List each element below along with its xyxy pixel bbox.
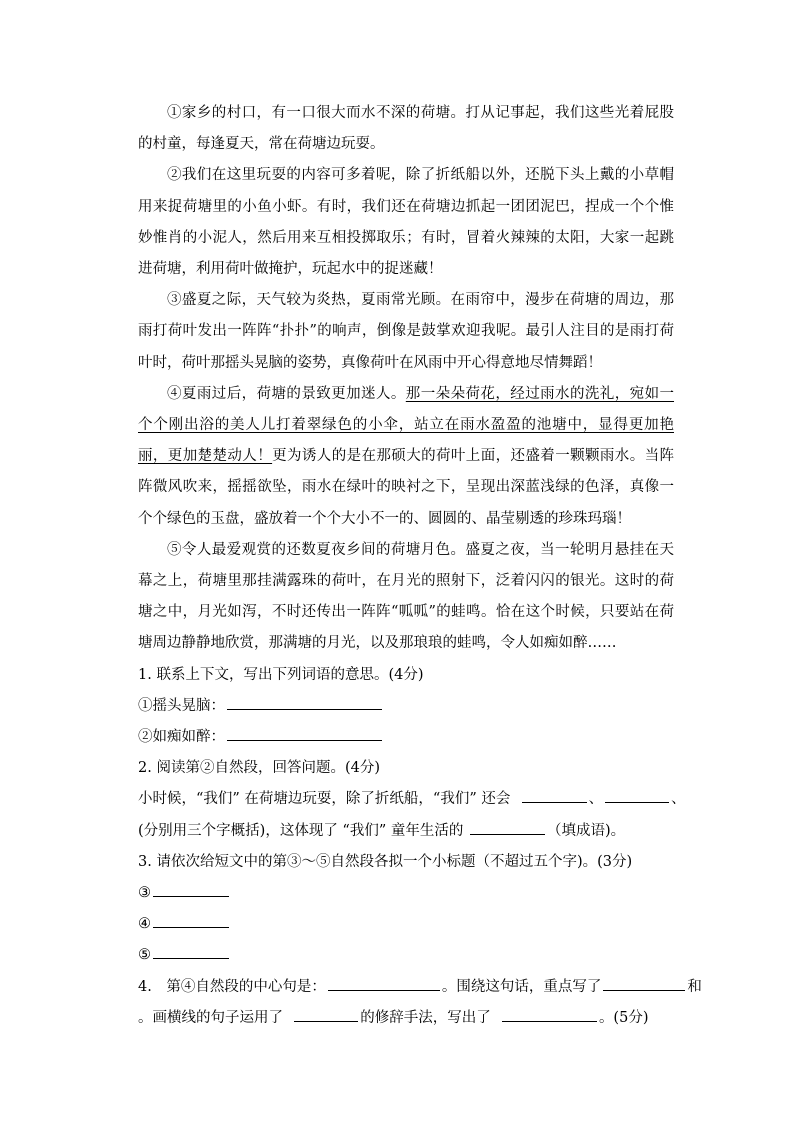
answer-blank[interactable] — [227, 726, 382, 741]
paragraph-4-rest: 更为诱人的是在那硕大的荷叶上面，还盛着一颗颗雨水。当阵阵微风吹来，摇摇欲坠，雨水在绿叶的映衬之下，呈现出深蓝浅绿的色泽，真像一个个绿色的玉盘，盛放着一个个大小不一的、圆圆的、晶莹剔透的珍珠玛瑙！ — [138, 448, 675, 527]
answer-blank[interactable] — [153, 882, 229, 897]
circled-4: ④ — [138, 916, 151, 933]
question-2-title: 2. 阅读第②自然段，回答问题。(4分) — [138, 760, 380, 777]
paragraph-5: ⑤令人最爱观赏的还数夏夜乡间的荷塘月色。盛夏之夜，当一轮明月悬挂在天幕之上，荷塘里那挂满露珠的荷叶，在月光的照射下，泛着闪闪的银光。这时的荷塘之中，月光如泻，不时还传出一阵阵“呱呱”的蛙鸣。恰在这个时候，只要站在荷塘周边静静地欣赏，那满塘的月光，以及那琅琅的蛙鸣，令人如痴如醉…… — [138, 541, 674, 652]
question-4-text: 。围绕这句话，重点写了 — [441, 978, 602, 995]
paragraph-2: ②我们在这里玩耍的内容可多着呢，除了折纸船以外，还脱下头上戴的小草帽用来捉荷塘里的小鱼小虾。有时，我们还在荷塘边抓起一团团泥巴，捏成一个个惟妙惟肖的小泥人，然后用来互相投掷取乐；有时，冒着火辣辣的太阳，大家一起跳进荷塘，利用荷叶做掩护，玩起水中的捉迷藏！ — [138, 167, 674, 278]
paragraph-4-lead: ④夏雨过后，荷塘的景致更加迷人。 — [167, 385, 406, 402]
underlined-sentence: 那一朵朵荷花，经过雨水的洗礼，宛如一个个刚出浴的美人儿打着翠绿色的小伞，站立在雨水盈盈的池塘中，显得更加艳丽，更加楚楚动人！ — [138, 385, 675, 465]
answer-blank[interactable] — [522, 788, 587, 803]
paragraph-3: ③盛夏之际，天气较为炎热，夏雨常光顾。在雨帘中，漫步在荷塘的周边，那雨打荷叶发出一阵阵“扑扑”的响声，倒像是鼓掌欢迎我呢。最引人注目的是雨打荷叶时，荷叶那摇头晃脑的姿势，真像荷叶在风雨中开心得意地尽情舞蹈！ — [138, 292, 674, 371]
circled-3: ③ — [138, 884, 151, 901]
question-2-text: (分别用三个字概括)，这体现了 “我们” 童年生活的 — [138, 822, 464, 839]
question-4-text: 。画横线的句子运用了 — [138, 1009, 283, 1026]
answer-blank[interactable] — [470, 820, 545, 835]
question-2-hint: （填成语)。 — [546, 822, 626, 839]
question-1a — [138, 691, 674, 722]
question-4-text: 4. 第④自然段的中心句是： — [138, 978, 326, 995]
answer-blank[interactable] — [605, 788, 669, 803]
question-2-text: 小时候，“我们” 在荷塘边玩耍，除了折纸船，“我们” 还会 — [138, 791, 511, 808]
question-3c — [138, 940, 674, 971]
worksheet — [138, 98, 702, 1034]
separator: 、 — [588, 791, 604, 808]
circled-5: ⑤ — [138, 947, 151, 964]
question-2-line-1 — [138, 784, 686, 815]
question-1b — [138, 722, 674, 753]
paragraph-4 — [138, 379, 674, 535]
answer-blank[interactable] — [294, 1007, 358, 1022]
answer-blank[interactable] — [227, 695, 382, 710]
question-2-line-2 — [138, 816, 674, 847]
question-1a-label: ①摇头晃脑： — [138, 697, 225, 714]
question-4-text: 和 — [687, 978, 702, 995]
question-3-title: 3. 请依次给短文中的第③～⑤自然段各拟一个小标题（不超过五个字)。(3分) — [138, 853, 633, 870]
separator: 、 — [671, 791, 686, 808]
question-3a — [138, 878, 674, 909]
answer-blank[interactable] — [328, 976, 440, 991]
paragraph-1: ①家乡的村口，有一口很大而水不深的荷塘。打从记事起，我们这些光着屁股的村童，每逢夏天，常在荷塘边玩耍。 — [138, 105, 674, 153]
question-4-line-2 — [138, 1003, 674, 1034]
question-4-score: 。(5分) — [598, 1009, 649, 1026]
answer-blank[interactable] — [502, 1007, 597, 1022]
question-4-text: 的修辞手法，写出了 — [360, 1009, 491, 1026]
question-1-title: 1. 联系上下文，写出下列词语的意思。(4分) — [138, 666, 424, 683]
answer-blank[interactable] — [153, 913, 229, 928]
question-3b — [138, 909, 674, 940]
answer-blank[interactable] — [603, 976, 685, 991]
question-1b-label: ②如痴如醉： — [138, 729, 225, 746]
answer-blank[interactable] — [153, 944, 229, 959]
question-4-line-1 — [138, 972, 702, 1003]
